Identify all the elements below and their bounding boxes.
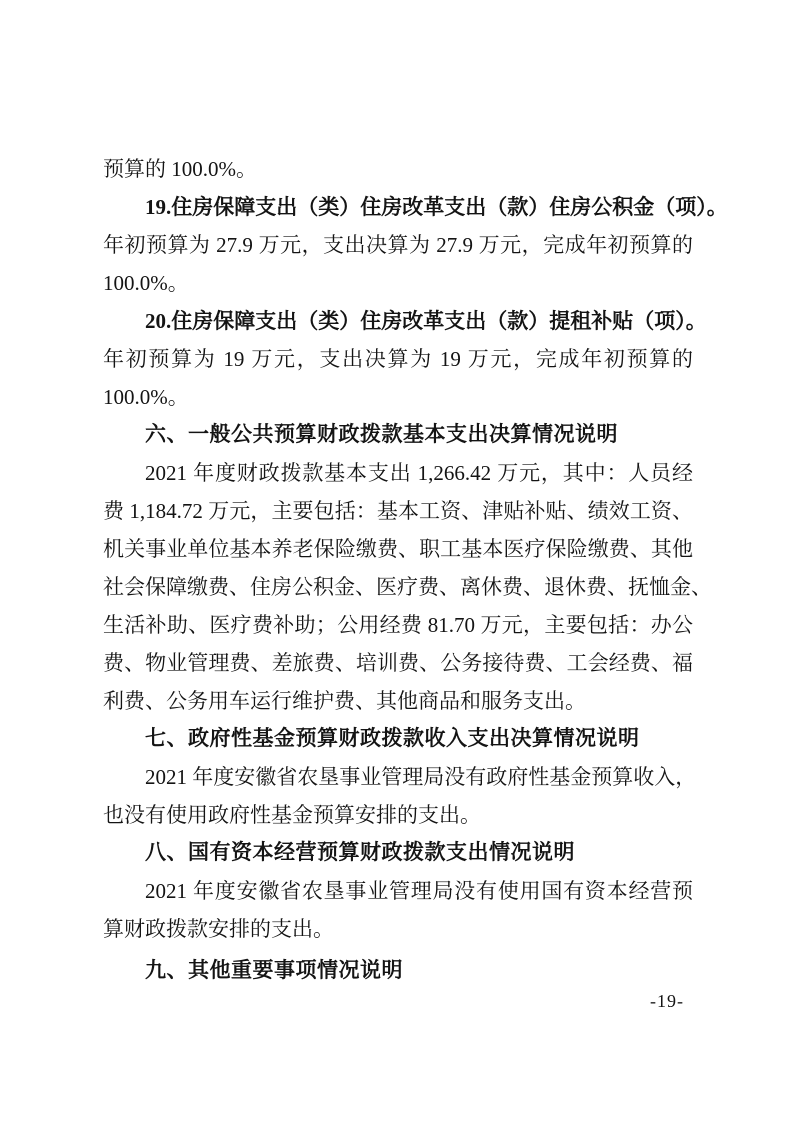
paragraph-line: 年初预算为 19 万元，支出决算为 19 万元，完成年初预算的 [103,347,693,371]
paragraph-line: 费、物业管理费、差旅费、培训费、公务接待费、工会经费、福 [103,651,693,675]
paragraph-line: 生活补助、医疗费补助；公用经费 81.70 万元，主要包括：办公 [103,613,693,637]
paragraph-line: 利费、公务用车运行维护费、其他商品和服务支出。 [103,689,586,713]
document-body [103,150,728,990]
paragraph-line: 2021 年度财政拨款基本支出 1,266.42 万元，其中：人员经 [145,461,693,485]
section-6-heading: 六、一般公共预算财政拨款基本支出决算情况说明 [145,423,618,446]
section-9-heading: 九、其他重要事项情况说明 [145,959,403,982]
paragraph-line: 费 1,184.72 万元，主要包括：基本工资、津贴补贴、绩效工资、 [103,499,693,523]
paragraph-line: 2021 年度安徽省农垦事业管理局没有政府性基金预算收入， [145,765,697,789]
item-20-heading: 20.住房保障支出（类）住房改革支出（款）提租补贴（项）。 [145,309,707,333]
item-19-heading: 19.住房保障支出（类）住房改革支出（款）住房公积金（项）。 [145,195,728,219]
paragraph-line: 100.0%。 [103,271,189,295]
paragraph-line: 年初预算为 27.9 万元，支出决算为 27.9 万元，完成年初预算的 [103,233,693,257]
paragraph-line: 算财政拨款安排的支出。 [103,917,334,941]
paragraph-line: 100.0%。 [103,385,189,409]
paragraph-line: 预算的 100.0%。 [103,157,257,181]
page-number: -19- [650,991,684,1011]
paragraph-line: 2021 年度安徽省农垦事业管理局没有使用国有资本经营预 [145,879,693,903]
paragraph-line: 社会保障缴费、住房公积金、医疗费、离休费、退休费、抚恤金、 [103,575,712,599]
section-7-heading: 七、政府性基金预算财政拨款收入支出决算情况说明 [145,727,640,750]
section-8-heading: 八、国有资本经营预算财政拨款支出情况说明 [145,841,575,864]
paragraph-line: 也没有使用政府性基金预算安排的支出。 [103,803,481,827]
paragraph-line: 机关事业单位基本养老保险缴费、职工基本医疗保险缴费、其他 [103,537,693,561]
